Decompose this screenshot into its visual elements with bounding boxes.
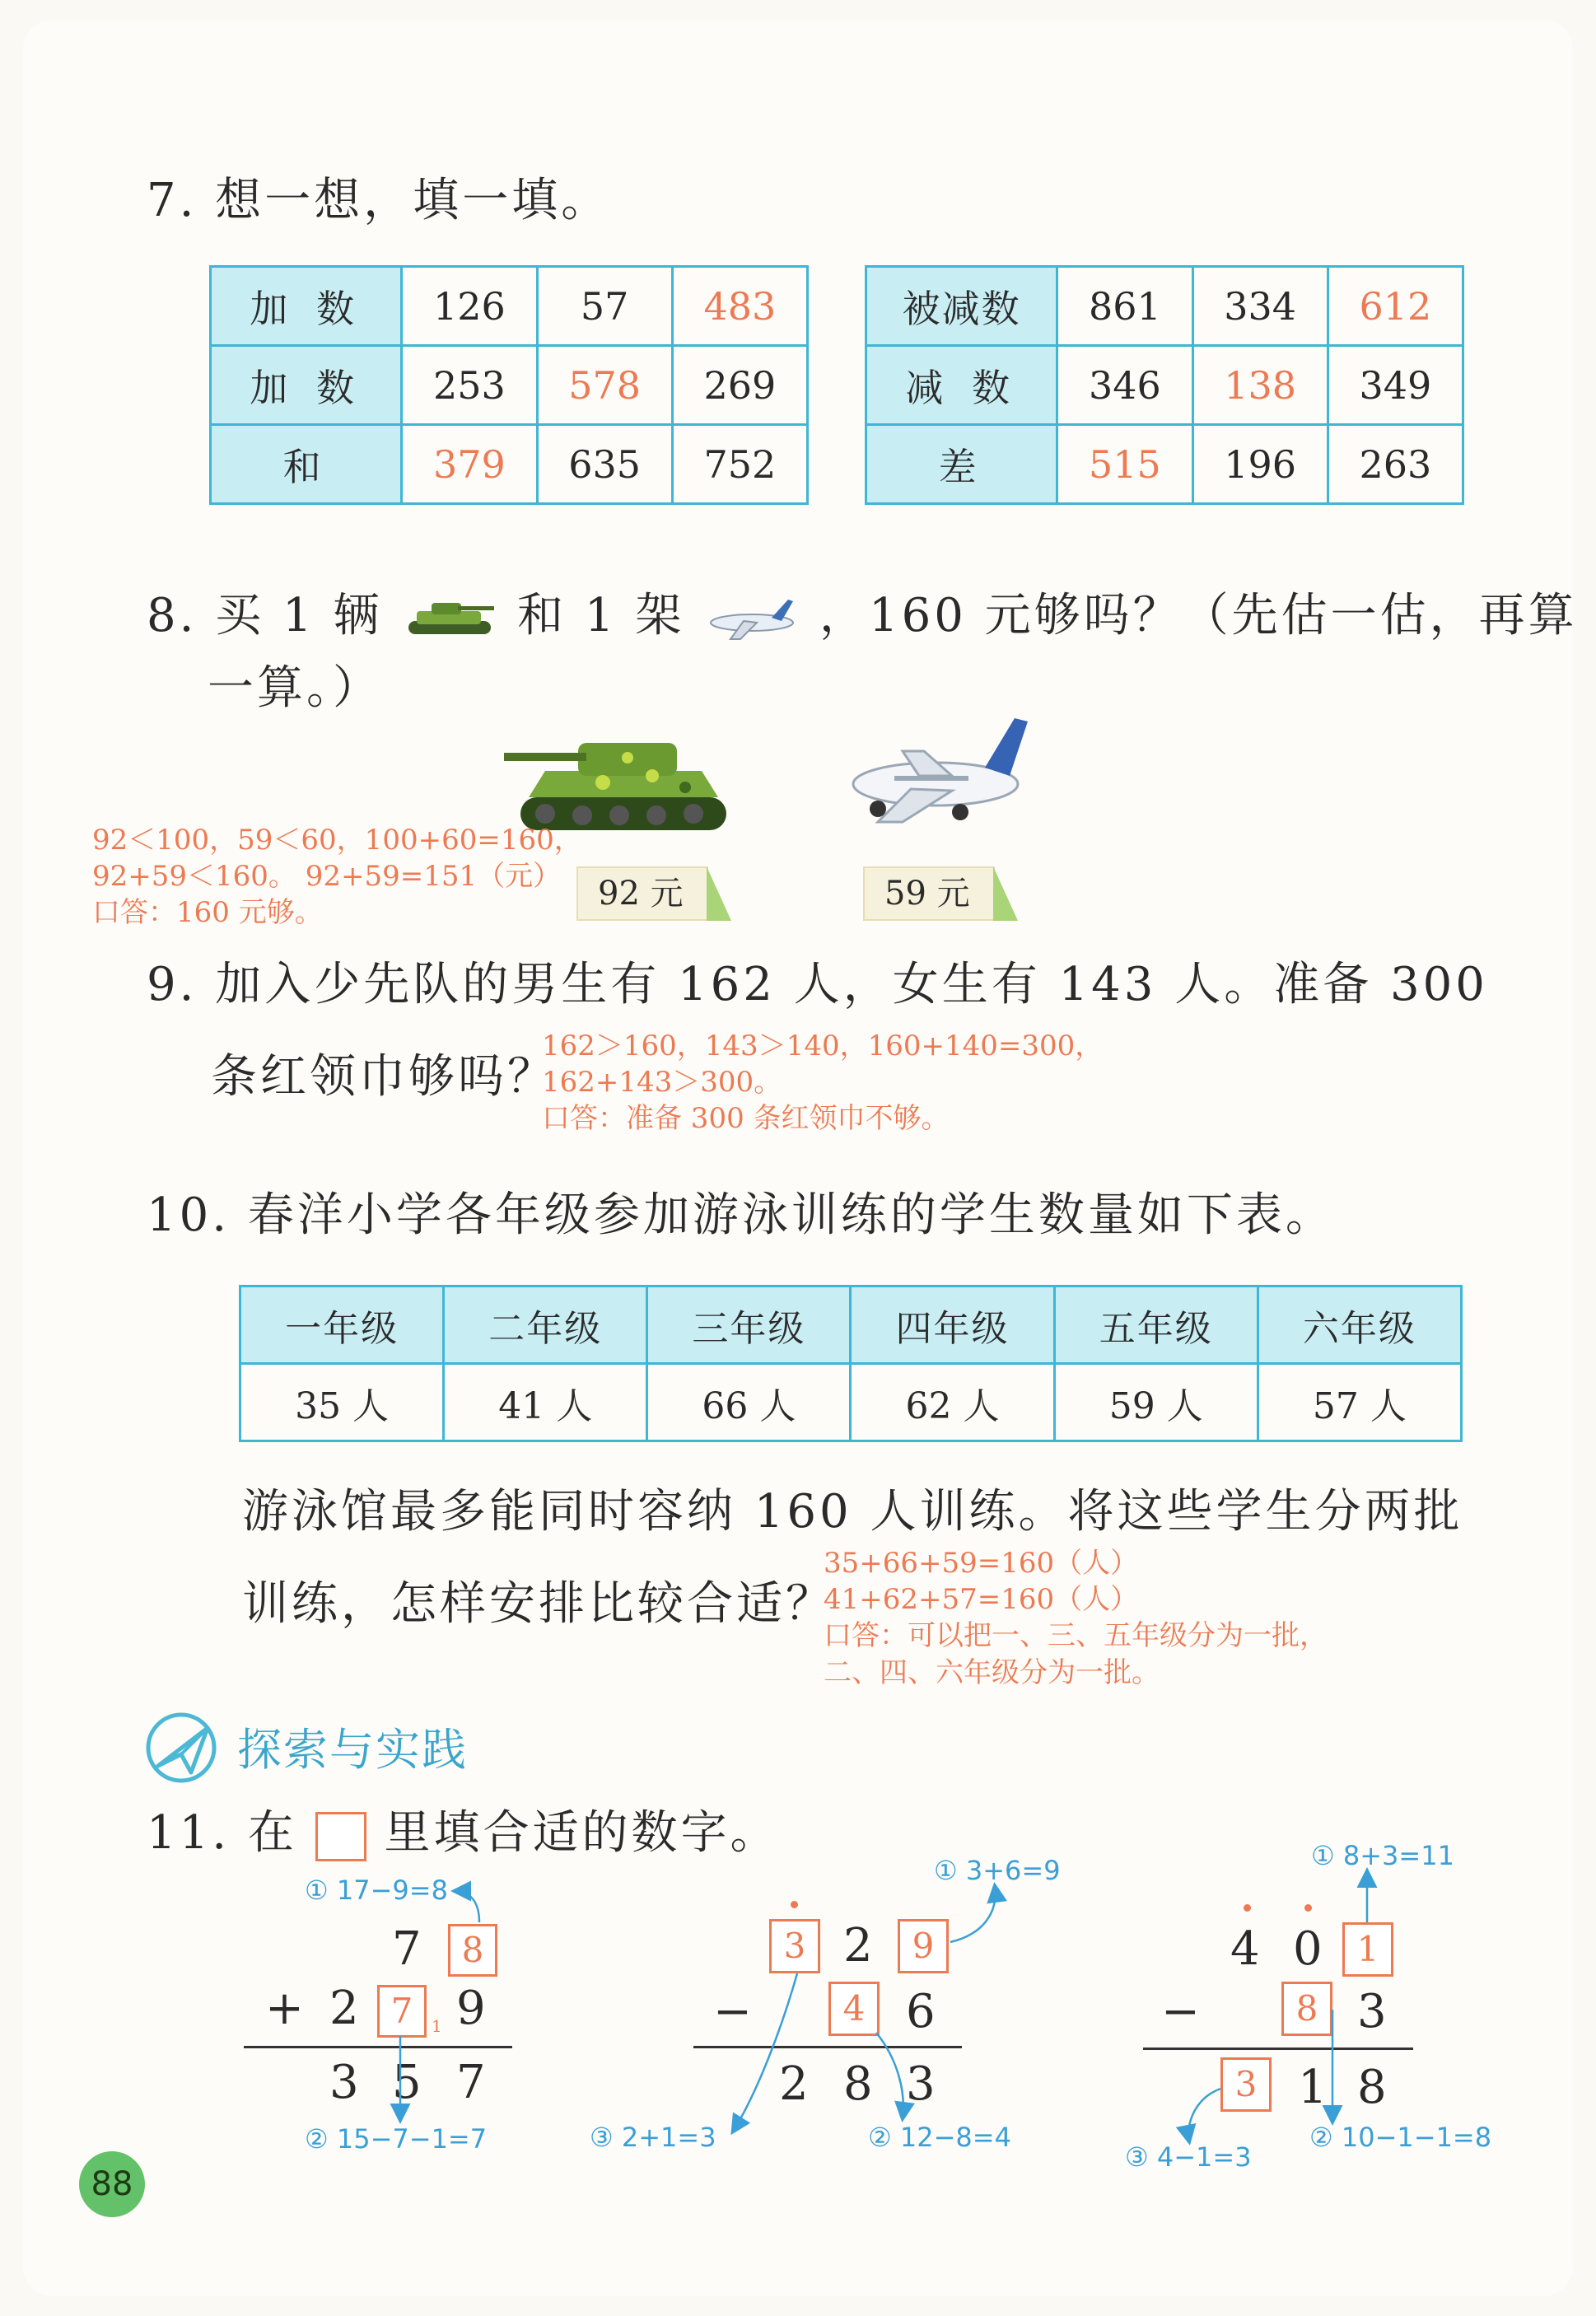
p3-mid-box: 8 [1281, 1982, 1332, 2036]
q9-answer: 162＞160，143＞140，160+140=300， 162+143＞300。 口答：准备 300 条红领巾不够。 [542, 1030, 1104, 1136]
table-cell: 269 [672, 346, 807, 425]
p3-note2: ② 10−1−1=8 [1309, 2122, 1492, 2153]
p2-top-box2: 9 [898, 1919, 949, 1973]
p2-mid-digit: 6 [906, 1985, 936, 2038]
p3-minus: − [1161, 1985, 1200, 2038]
answer-cell: 138 [1192, 346, 1328, 425]
p1-note1: ① 17−9=8 [305, 1875, 448, 1906]
p2-top-digit: 2 [843, 1919, 873, 1973]
p1-plus: + [265, 1982, 304, 2035]
p3-result: 1 [1298, 2061, 1328, 2114]
table-cell: 加 数 [211, 346, 402, 425]
page-number: 88 [79, 2151, 145, 2217]
q10-line1: 10. 春洋小学各年级参加游泳训练的学生数量如下表。 [147, 1188, 1335, 1242]
table-header: 四年级 [851, 1286, 1054, 1364]
p1-top-box: 8 [448, 1924, 497, 1977]
answer-cell: 578 [537, 346, 672, 425]
q9-line2: 条红领巾够吗？ [211, 1050, 557, 1104]
p1-result: 3 [329, 2056, 359, 2109]
p3-note1: ① 8+3=11 [1311, 1840, 1454, 1871]
p1-mid-digit: 2 [329, 1982, 359, 2035]
p3-top-box: 1 [1342, 1922, 1393, 1977]
p2-note2: ② 12−8=4 [868, 2122, 1011, 2153]
p2-note1: ① 3+6=9 [934, 1855, 1061, 1886]
table-cell: 57 人 [1258, 1364, 1461, 1441]
table-header: 六年级 [1258, 1286, 1461, 1364]
q10-answer: 35+66+59=160（人） 41+62+57=160（人） 口答：可以把一、三、五年级分为一批， 二、四、六年级分为一批。 [824, 1547, 1328, 1689]
tank-price-tag: 92 元 [576, 866, 708, 921]
p1-top-digit: 7 [392, 1922, 422, 1976]
p2-minus: − [713, 1985, 752, 2038]
p3-note3: ③ 4−1=3 [1125, 2141, 1252, 2173]
q8-line2: 一算。） [208, 661, 382, 715]
q9-line1: 9. 加入少先队的男生有 162 人，女生有 143 人。准备 300 [147, 958, 1488, 1011]
p2-result: 3 [906, 2057, 936, 2111]
p1-result: 5 [392, 2056, 422, 2109]
answer-cell: 379 [402, 425, 537, 504]
q8-answer: 92＜100，59＜60，100+60=160， 92+59＜160。 92+59=151（元） 口答：160 元够。 [92, 824, 582, 930]
table-cell: 减 数 [866, 346, 1057, 425]
table-header: 五年级 [1054, 1286, 1258, 1364]
p3-top-digit: 0 [1293, 1922, 1323, 1976]
table-cell: 196 [1192, 425, 1328, 504]
table-cell: 253 [402, 346, 537, 425]
table-cell: 和 [211, 425, 402, 504]
p1-mid-box: 7 [377, 1985, 427, 2038]
answer-cell: 612 [1328, 267, 1463, 346]
table-cell: 被减数 [866, 267, 1057, 346]
p1-mid-digit: 9 [456, 1982, 486, 2035]
table-cell: 861 [1057, 267, 1192, 346]
table-cell: 差 [866, 425, 1057, 504]
table-cell: 635 [537, 425, 672, 504]
table-header: 三年级 [647, 1286, 851, 1364]
table-cell: 349 [1328, 346, 1463, 425]
q10-line3: 训练，怎样安排比较合适？ [242, 1577, 835, 1631]
table-header: 一年级 [240, 1286, 444, 1364]
plane-price-tag: 59 元 [863, 866, 995, 921]
answer-cell: 515 [1057, 425, 1192, 504]
table-cell: 263 [1328, 425, 1463, 504]
p2-top-box1: 3 [769, 1919, 820, 1973]
table-cell: 126 [402, 267, 537, 346]
p3-result: 8 [1357, 2061, 1387, 2114]
table-header: 二年级 [444, 1286, 647, 1364]
table-cell: 66 人 [647, 1364, 851, 1441]
q11-title: 11. 在 里填合适的数字。 [147, 1806, 780, 1860]
q10-line2: 游泳馆最多能同时容纳 160 人训练。将这些学生分两批 [242, 1485, 1463, 1539]
p3-result-box: 3 [1220, 2057, 1272, 2112]
table-cell: 346 [1057, 346, 1192, 425]
p1-carry: 1 [432, 2016, 442, 2036]
table-cell: 41 人 [444, 1364, 647, 1441]
table-cell: 334 [1192, 267, 1328, 346]
table-cell: 加 数 [211, 267, 402, 346]
p2-result: 8 [843, 2057, 873, 2111]
p2-result: 2 [779, 2057, 809, 2111]
p2-mid-box: 4 [828, 1982, 880, 2036]
p3-top-digit: 4 [1230, 1922, 1260, 1976]
q8-line1: 8. 买 1 辆 和 1 架 ，160 元够吗？（先估一估，再算 [147, 589, 1578, 642]
p3-mid-digit: 3 [1357, 1985, 1387, 2038]
p1-result: 7 [456, 2056, 486, 2109]
table-cell: 57 [537, 267, 672, 346]
table-cell: 62 人 [851, 1364, 1054, 1441]
table-cell: 59 人 [1054, 1364, 1258, 1441]
p1-note2: ② 15−7−1=7 [305, 2123, 488, 2155]
table-cell: 35 人 [240, 1364, 444, 1441]
q7-title: 7. 想一想，填一填。 [147, 174, 611, 227]
p2-note3: ③ 2+1=3 [590, 2122, 716, 2153]
answer-cell: 483 [672, 267, 807, 346]
section-title: 探索与实践 [237, 1724, 468, 1776]
table-cell: 752 [672, 425, 807, 504]
